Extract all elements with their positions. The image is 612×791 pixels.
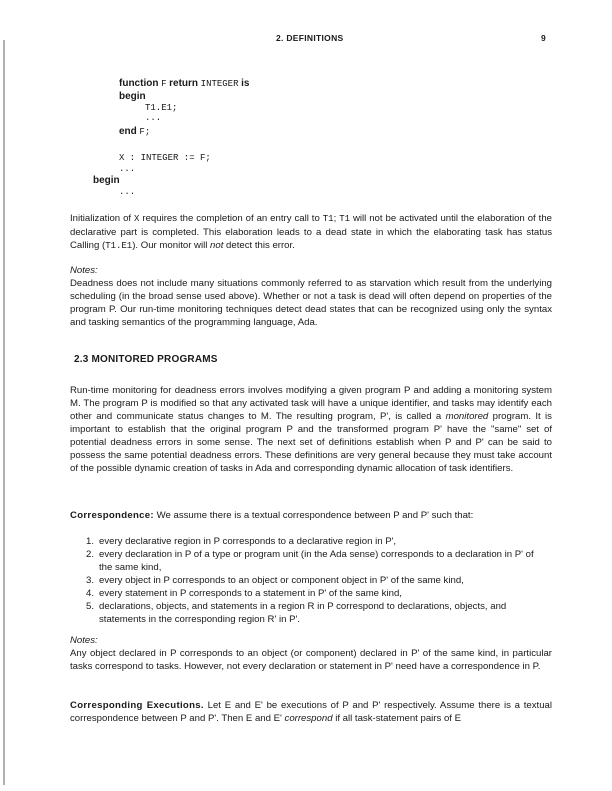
list-item: 3. every object in P corresponds to an object or component object in P' of the same kind,: [86, 575, 464, 586]
page-number: 9: [541, 33, 547, 43]
code-line-ellipsis: ...: [145, 113, 162, 123]
code-line-ellipsis: ...: [119, 164, 136, 174]
code-line-declaration: X : INTEGER := F;: [119, 153, 211, 163]
code-line-end: end F;: [119, 126, 151, 137]
paragraph-correspondence: Correspondence: We assume there is a textual correspondence between P and P' such that:: [70, 510, 474, 521]
notes-label: Notes:: [70, 265, 98, 276]
correspondence-list: [86, 535, 548, 626]
list-item: 4. every statement in P corresponds to a statement in P' of the same kind,: [86, 588, 402, 599]
list-item: 5. declarations, objects, and statements in a region R in P correspond to declarations, objects, and statements in the corresponding region R' in P'.: [86, 601, 507, 625]
code-line-begin-outer: begin: [93, 175, 120, 186]
code-line-ellipsis: ...: [119, 187, 136, 197]
code-line-entry-call: T1.E1;: [145, 103, 178, 113]
code-line-function: function F return INTEGER is: [119, 78, 250, 89]
paragraph-monitoring: Run-time monitoring for deadness errors involves modifying a given program P and adding a monitoring system M. The program P is modified so that any activated task will have a unique identifier, and tasks may identify each other and communicate status changes to M. The resulting program, P', is called a monitored program. It is important to establish that the original program P and the transformed program P' have the "same" set of potential deadness errors in some sense. The next set of definitions establish when P and P' can be said to possess the same potential deadness errors. These definitions are very general because they must take account of the possible dynamic creation of tasks in Ada and corresponding dynamic allocation of task identifiers.: [70, 385, 552, 474]
chapter-title: 2. DEFINITIONS: [276, 33, 344, 43]
notes-label: Notes:: [70, 635, 98, 646]
list-item: 2. every declaration in P of a type or program unit (in the Ada sense) corresponds to a declaration in P' of the same kind,: [86, 549, 534, 573]
paragraph-notes-deadness: Deadness does not include many situations commonly referred to as starvation which result from the underlying scheduling (in the broad sense used above). Whether or not a task is dead will often depend on properties of the program P. Our run-time monitoring techniques detect dead states that can be recognized using only the syntax and tasking semantics of the programming language, Ada.: [70, 278, 552, 328]
paragraph-initialization: Initialization of X requires the completion of an entry call to T1; T1 will not be activated until the elaboration of the declarative part is completed. This elaboration leads to a dead state in which the elaborating task has status Calling (T1.E1). Our monitor will not detect this error.: [70, 213, 552, 251]
code-line-begin-inner: begin: [119, 91, 146, 102]
section-heading: 2.3 MONITORED PROGRAMS: [74, 354, 218, 365]
list-item: 1. every declarative region in P corresponds to a declarative region in P',: [86, 536, 397, 547]
paragraph-notes-objects: Any object declared in P corresponds to an object (or component) declared in P' of the same kind, in particular tasks correspond to tasks. However, not every declaration or statement in P' need have a correspondence in P.: [70, 648, 552, 672]
paragraph-corresponding-executions: Corresponding Executions. Let E and E' be executions of P and P' respectively. Assume there is a textual correspondence between P and P'. Then E and E' correspond if all task-statement pairs of E: [70, 700, 552, 724]
page-edge-rule: [3, 40, 5, 785]
